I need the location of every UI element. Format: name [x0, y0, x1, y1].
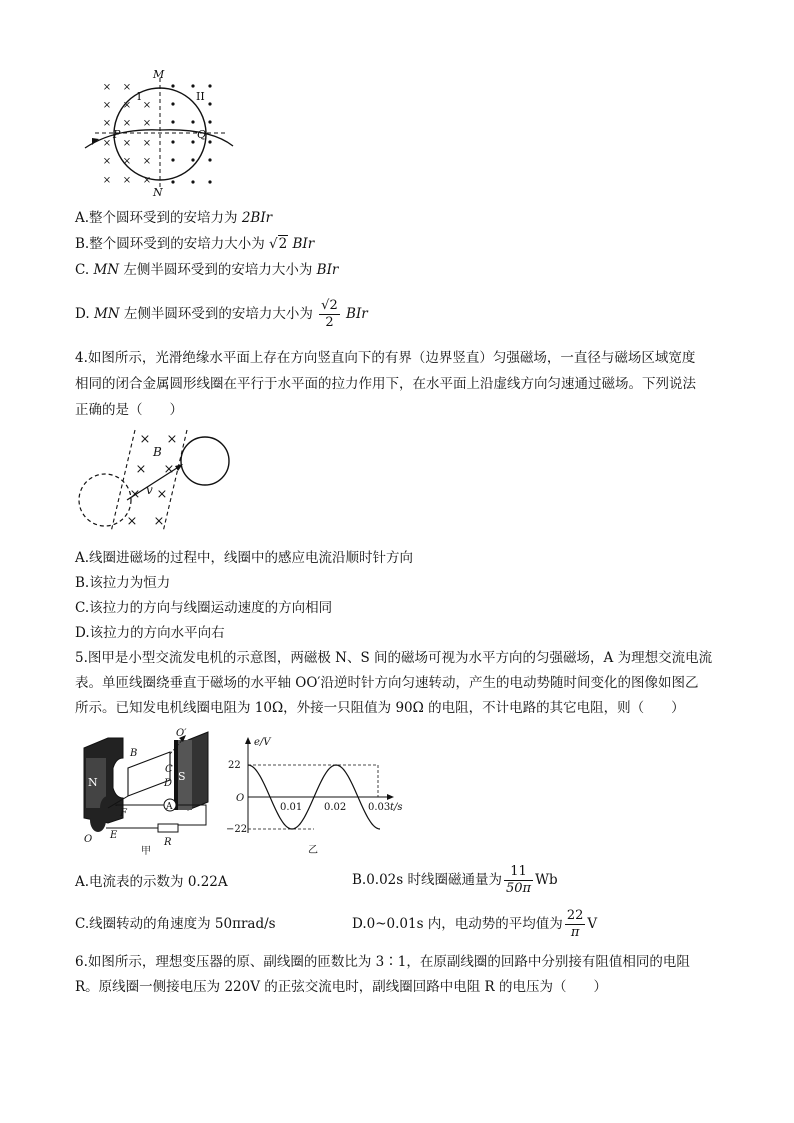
svg-text:×: ×	[102, 138, 112, 149]
label-C-coil: C	[165, 764, 173, 775]
svg-text:×: ×	[126, 514, 138, 529]
svg-text:×: ×	[102, 156, 112, 167]
q4-option-a: A.线圈进磁场的过程中，线圈中的感应电流沿顺时针方向	[75, 550, 414, 566]
label-O: O	[84, 834, 93, 845]
x-axis-label: t/s	[390, 802, 403, 813]
y-axis-label: e/V	[254, 737, 271, 748]
q4-stem-line2: 相同的闭合金属圆形线圈在平行于水平面的拉力作用下，在水平面上沿虚线方向匀速通过磁场。下列说法	[75, 376, 696, 392]
label-region-II: II	[196, 90, 205, 103]
label-N-pole: N	[88, 776, 98, 789]
fraction: $\frac{22}{\pi}$	[566, 908, 584, 940]
q4-option-b: B.该拉力为恒力	[75, 575, 171, 591]
svg-text:×: ×	[142, 118, 152, 129]
x-tick-2: 0.02	[324, 802, 347, 813]
y-tick-top: 22	[228, 760, 241, 771]
q5-stem-line3: 所示。已知发电机线圈电阻为 10Ω，外接一只阻值为 90Ω 的电阻，不计电路的其它电阻，则（ ）	[75, 700, 685, 716]
label-E: E	[110, 830, 118, 841]
label-Q: Q	[197, 128, 207, 141]
q6-stem-line1: 6.如图所示，理想变压器的原、副线圈的匝数比为 3∶1，在原副线圈的回路中分别接有阻值相同的电阻	[75, 954, 690, 970]
q5-figure-jia	[78, 728, 223, 856]
q4-stem-line1: 4.如图所示，光滑绝缘水平面上存在方向竖直向下的有界（边界竖直）匀强磁场，一直径与磁场区域宽度	[75, 350, 696, 366]
label-O-prime: O′	[176, 728, 187, 739]
svg-text:×: ×	[122, 175, 132, 186]
svg-text:×: ×	[122, 100, 132, 111]
svg-text:×: ×	[122, 156, 132, 167]
q3-option-b: B.整个圆环受到的安培力大小为 √2 BIr	[75, 236, 315, 252]
q3-figure	[75, 68, 245, 198]
q4-figure	[75, 428, 240, 538]
q5-stem-line1: 5.图甲是小型交流发电机的示意图，两磁极 N、S 间的磁场可视为水平方向的匀强磁场，A 为理想交流电流	[75, 650, 713, 666]
label-region-I: I	[137, 90, 142, 103]
svg-text:×: ×	[156, 487, 168, 502]
svg-text:×: ×	[102, 82, 112, 93]
label-ammeter: A	[166, 802, 173, 812]
label-B: B	[153, 445, 162, 459]
q6-stem-line2: R。原线圈一侧接电压为 220V 的正弦交流电时，副线圈回路中电阻 R 的电压为（ ）	[75, 979, 608, 995]
svg-text:×: ×	[129, 487, 141, 502]
svg-text:×: ×	[142, 138, 152, 149]
q5-option-b: B.0.02s 时线圈磁通量为 $\frac{11}{50\pi}$ Wb	[352, 864, 558, 896]
svg-text:×: ×	[142, 175, 152, 186]
svg-text:×: ×	[102, 175, 112, 186]
svg-text:×: ×	[153, 514, 165, 529]
q3-option-c: C. MN 左侧半圆环受到的安培力大小为 BIr	[75, 262, 339, 278]
fraction: $\frac{11}{50\pi}$	[506, 864, 532, 896]
svg-text:×: ×	[163, 462, 175, 477]
svg-text:×: ×	[102, 100, 112, 111]
svg-text:×: ×	[142, 100, 152, 111]
y-tick-bottom: −22	[226, 824, 248, 835]
svg-text:×: ×	[135, 462, 147, 477]
q3-option-d: D. MN 左侧半圆环受到的安培力大小为 $\frac{√2}{2}$ BIr	[75, 298, 368, 330]
svg-text:×: ×	[122, 118, 132, 129]
label-R: R	[164, 837, 172, 848]
label-N: N	[153, 186, 163, 199]
q5-stem-line2: 表。单匝线圈绕垂直于磁场的水平轴 OO′沿逆时针方向匀速转动，产生的电动势随时间变化的图像如图乙	[75, 675, 699, 691]
origin-label: O	[236, 793, 245, 804]
svg-text:×: ×	[122, 138, 132, 149]
svg-text:×: ×	[139, 432, 151, 447]
label-S-pole: S	[178, 770, 186, 783]
label-v: v	[146, 483, 153, 497]
svg-text:×: ×	[142, 156, 152, 167]
sqrt-symbol: √2	[269, 236, 288, 252]
caption-yi: 乙	[308, 845, 318, 856]
svg-text:×: ×	[102, 118, 112, 129]
q5-option-c: C.线圈转动的角速度为 50πrad/s	[75, 916, 276, 932]
x-tick-1: 0.01	[280, 802, 303, 813]
label-D-coil: D	[164, 778, 173, 789]
q4-stem-line3: 正确的是（ ）	[75, 402, 183, 418]
q5-figure-yi	[226, 733, 403, 857]
fraction: $\frac{√2}{2}$	[321, 298, 338, 330]
svg-text:×: ×	[122, 82, 132, 93]
caption-jia: 甲	[141, 846, 151, 857]
q3-option-a: A.整个圆环受到的安培力为 2BIr	[75, 210, 273, 226]
q5-option-a: A.电流表的示数为 0.22A	[75, 874, 228, 890]
q5-option-d: D.0~0.01s 内，电动势的平均值为 $\frac{22}{\pi}$ V	[352, 908, 598, 940]
svg-text:×: ×	[166, 432, 178, 447]
label-M: M	[153, 68, 165, 81]
label-P: P	[113, 128, 121, 141]
label-F: F	[120, 808, 127, 819]
label-B-coil: B	[130, 748, 138, 759]
q4-option-d: D.该拉力的方向水平向右	[75, 625, 225, 641]
q4-option-c: C.该拉力的方向与线圈运动速度的方向相同	[75, 600, 333, 616]
x-tick-3: 0.03	[368, 802, 391, 813]
